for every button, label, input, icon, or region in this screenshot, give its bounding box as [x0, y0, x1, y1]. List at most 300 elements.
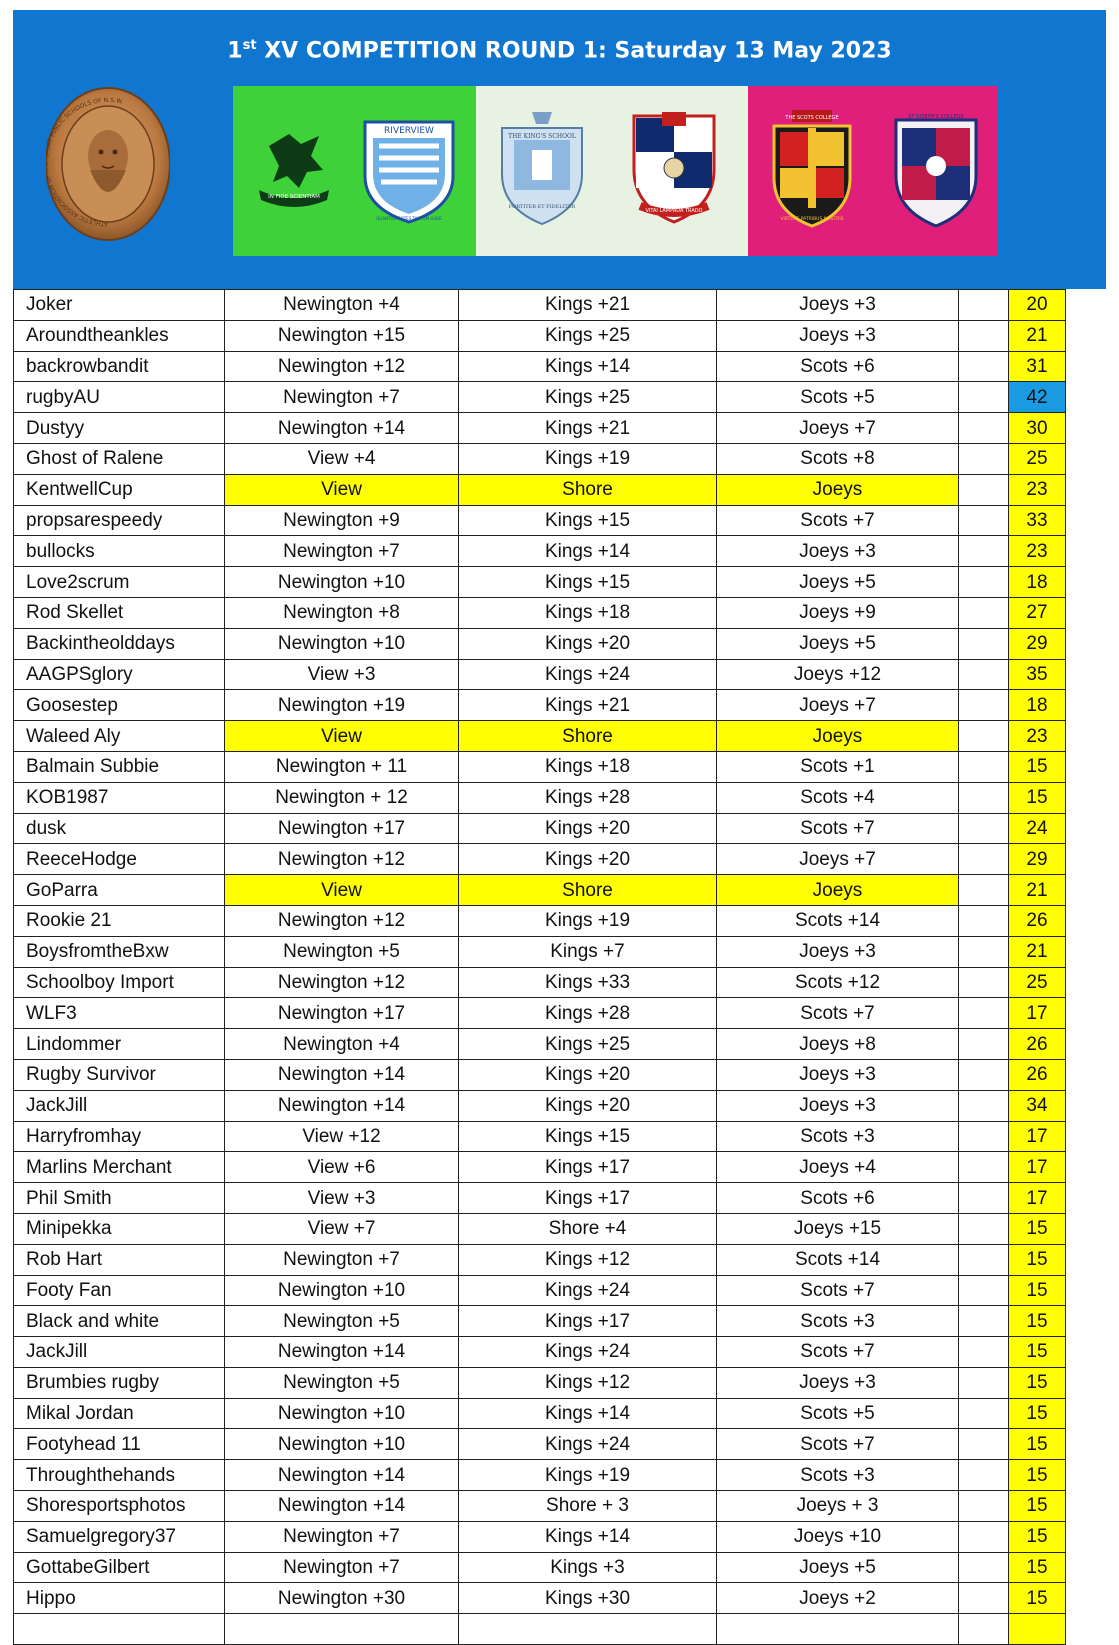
game3-pick: Joeys — [717, 474, 959, 505]
score-cell: 15 — [1009, 1337, 1066, 1368]
tipster-name: Rookie 21 — [14, 905, 225, 936]
table-row — [14, 320, 1066, 351]
game3-pick: Scots +7 — [717, 998, 959, 1029]
score-cell: 20 — [1009, 290, 1066, 321]
game3-pick: Joeys +5 — [717, 1552, 959, 1583]
spacer-cell — [959, 875, 1009, 906]
spacer-cell — [959, 659, 1009, 690]
game3-pick: Joeys +3 — [717, 536, 959, 567]
game3-pick: Joeys +5 — [717, 567, 959, 598]
tipster-name: KentwellCup — [14, 474, 225, 505]
spacer-cell — [959, 1337, 1009, 1368]
table-row — [14, 1213, 1066, 1244]
score-cell: 26 — [1009, 1059, 1066, 1090]
spacer-cell — [959, 536, 1009, 567]
score-cell: 24 — [1009, 813, 1066, 844]
game1-pick: Newington +12 — [225, 967, 459, 998]
game2-pick: Kings +19 — [459, 443, 717, 474]
game3-pick: Joeys +7 — [717, 413, 959, 444]
score-cell: 23 — [1009, 536, 1066, 567]
game3-pick: Joeys +9 — [717, 597, 959, 628]
tipster-name: AAGPSglory — [14, 659, 225, 690]
game1-pick: Newington +7 — [225, 1552, 459, 1583]
game3-pick: Scots +6 — [717, 1183, 959, 1214]
game1-pick: Newington +14 — [225, 1059, 459, 1090]
table-row — [14, 290, 1066, 321]
score-cell — [1009, 1614, 1066, 1645]
score-cell: 15 — [1009, 1583, 1066, 1614]
game2-pick: Kings +28 — [459, 782, 717, 813]
table-row — [14, 1398, 1066, 1429]
tipster-name: KOB1987 — [14, 782, 225, 813]
newington-motto: IN FIDE SCIENTIAM — [268, 194, 320, 200]
game2-pick: Kings +24 — [459, 1429, 717, 1460]
spacer-cell — [959, 1614, 1009, 1645]
spacer-cell — [959, 382, 1009, 413]
game1-pick: View +4 — [225, 443, 459, 474]
game1-pick: View +6 — [225, 1152, 459, 1183]
game1-pick: View +3 — [225, 1183, 459, 1214]
tipster-name: backrowbandit — [14, 351, 225, 382]
game1-pick: Newington +15 — [225, 320, 459, 351]
game2-pick: Kings +24 — [459, 1337, 717, 1368]
game1-pick: Newington +4 — [225, 1029, 459, 1060]
game2-pick: Kings +14 — [459, 1398, 717, 1429]
game1-pick: Newington +30 — [225, 1583, 459, 1614]
page-title: 1st XV COMPETITION ROUND 1: Saturday 13 May 2023 — [227, 38, 892, 64]
tipster-name: Footy Fan — [14, 1275, 225, 1306]
game3-pick: Joeys — [717, 721, 959, 752]
game2-pick: Kings +19 — [459, 905, 717, 936]
tipster-name: rugbyAU — [14, 382, 225, 413]
tipster-name: Harryfromhay — [14, 1121, 225, 1152]
game3-pick: Scots +1 — [717, 751, 959, 782]
spacer-cell — [959, 597, 1009, 628]
score-cell: 18 — [1009, 690, 1066, 721]
game1-pick: Newington +12 — [225, 351, 459, 382]
table-row — [14, 1337, 1066, 1368]
tipster-name: Black and white — [14, 1306, 225, 1337]
spacer-cell — [959, 721, 1009, 752]
spacer-cell — [959, 320, 1009, 351]
spacer-cell — [959, 1367, 1009, 1398]
table-row — [14, 505, 1066, 536]
table-row — [14, 443, 1066, 474]
game1-pick: Newington +7 — [225, 1244, 459, 1275]
table-row — [14, 474, 1066, 505]
game2-pick: Kings +30 — [459, 1583, 717, 1614]
game2-pick: Kings +20 — [459, 628, 717, 659]
game2-pick: Kings +18 — [459, 751, 717, 782]
game1-pick: Newington +14 — [225, 1090, 459, 1121]
spacer-cell — [959, 443, 1009, 474]
spacer-cell — [959, 351, 1009, 382]
score-cell: 21 — [1009, 875, 1066, 906]
game1-pick: Newington +10 — [225, 628, 459, 659]
tipster-name: Balmain Subbie — [14, 751, 225, 782]
table-row — [14, 1521, 1066, 1552]
game2-pick: Shore — [459, 875, 717, 906]
game2-pick: Kings +25 — [459, 382, 717, 413]
table-row — [14, 536, 1066, 567]
game2-pick: Kings +7 — [459, 936, 717, 967]
score-cell: 15 — [1009, 1552, 1066, 1583]
score-cell: 17 — [1009, 1183, 1066, 1214]
spacer-cell — [959, 1552, 1009, 1583]
table-row — [14, 875, 1066, 906]
seal-ring-text: ATHLETIC ASSOCIATION O AT PUBLIC SCHOOLS OF N.S.W. — [46, 96, 125, 228]
scots-motto: VIRTUTE PATRIBUS NOSTRIS — [780, 217, 844, 222]
score-cell: 42 — [1009, 382, 1066, 413]
game2-pick: Shore — [459, 474, 717, 505]
table-row — [14, 1121, 1066, 1152]
table-row — [14, 1460, 1066, 1491]
tipster-name: Schoolboy Import — [14, 967, 225, 998]
game2-pick: Kings +28 — [459, 998, 717, 1029]
score-cell: 23 — [1009, 474, 1066, 505]
tipster-name: Goosestep — [14, 690, 225, 721]
game1-pick — [225, 1614, 459, 1645]
spacer-cell — [959, 628, 1009, 659]
table-row — [14, 751, 1066, 782]
table-row — [14, 382, 1066, 413]
tipster-name: Lindommer — [14, 1029, 225, 1060]
tipster-name: Love2scrum — [14, 567, 225, 598]
score-cell: 15 — [1009, 1367, 1066, 1398]
spacer-cell — [959, 936, 1009, 967]
game2-pick: Kings +18 — [459, 597, 717, 628]
joeys-crest-logo — [886, 110, 986, 234]
game2-pick: Kings +24 — [459, 659, 717, 690]
shore-motto: VITAI LAMPADA TRADO — [645, 208, 703, 214]
table-row — [14, 1491, 1066, 1522]
score-cell: 25 — [1009, 443, 1066, 474]
spacer-cell — [959, 690, 1009, 721]
spacer-cell — [959, 1429, 1009, 1460]
score-cell: 23 — [1009, 721, 1066, 752]
kings-motto: FORTITER ET FIDELITER — [508, 204, 576, 210]
game1-pick: Newington +7 — [225, 536, 459, 567]
tipster-name: Mikal Jordan — [14, 1398, 225, 1429]
tipster-name: Hippo — [14, 1583, 225, 1614]
score-cell: 15 — [1009, 1213, 1066, 1244]
game1-pick: Newington +5 — [225, 1306, 459, 1337]
game3-pick: Joeys +3 — [717, 1367, 959, 1398]
table-row — [14, 351, 1066, 382]
game3-pick: Joeys +7 — [717, 690, 959, 721]
game1-pick: Newington +14 — [225, 1491, 459, 1522]
score-cell: 15 — [1009, 1429, 1066, 1460]
game3-pick: Joeys +10 — [717, 1521, 959, 1552]
table-row — [14, 567, 1066, 598]
tipster-name: Marlins Merchant — [14, 1152, 225, 1183]
scots-name: THE SCOTS COLLEGE — [785, 115, 839, 121]
spacer-cell — [959, 1244, 1009, 1275]
game3-pick: Scots +5 — [717, 382, 959, 413]
game2-pick — [459, 1614, 717, 1645]
spacer-cell — [959, 844, 1009, 875]
game2-pick: Kings +19 — [459, 1460, 717, 1491]
kings-crest-logo — [494, 108, 590, 228]
game2-pick: Kings +20 — [459, 844, 717, 875]
spacer-cell — [959, 813, 1009, 844]
table-row — [14, 1029, 1066, 1060]
spacer-cell — [959, 474, 1009, 505]
game3-pick: Scots +6 — [717, 351, 959, 382]
shore-crest-logo — [626, 108, 722, 230]
tipster-name: JackJill — [14, 1090, 225, 1121]
spacer-cell — [959, 1059, 1009, 1090]
spacer-cell — [959, 1121, 1009, 1152]
tipster-name: ReeceHodge — [14, 844, 225, 875]
aagps-seal-logo — [46, 86, 170, 246]
spacer-cell — [959, 998, 1009, 1029]
tipster-name: Waleed Aly — [14, 721, 225, 752]
score-cell: 21 — [1009, 936, 1066, 967]
table-row — [14, 1429, 1066, 1460]
game2-pick: Kings +33 — [459, 967, 717, 998]
game1-pick: View — [225, 474, 459, 505]
tipster-name: JackJill — [14, 1337, 225, 1368]
table-row — [14, 1552, 1066, 1583]
table-row — [14, 1306, 1066, 1337]
game1-pick: Newington +12 — [225, 844, 459, 875]
score-cell: 17 — [1009, 998, 1066, 1029]
tipster-name: propsarespeedy — [14, 505, 225, 536]
tipster-name: Throughthehands — [14, 1460, 225, 1491]
game1-pick: Newington +8 — [225, 597, 459, 628]
game3-pick: Joeys +5 — [717, 628, 959, 659]
newington-crest-logo — [249, 126, 339, 216]
table-row — [14, 844, 1066, 875]
table-row — [14, 1059, 1066, 1090]
score-cell: 30 — [1009, 413, 1066, 444]
spacer-cell — [959, 1152, 1009, 1183]
spacer-cell — [959, 290, 1009, 321]
spacer-cell — [959, 1275, 1009, 1306]
game2-pick: Kings +21 — [459, 690, 717, 721]
game3-pick: Joeys +15 — [717, 1213, 959, 1244]
game1-pick: View — [225, 721, 459, 752]
game3-pick: Joeys +3 — [717, 1090, 959, 1121]
tipster-name: WLF3 — [14, 998, 225, 1029]
riverview-name: RIVERVIEW — [384, 126, 434, 136]
tipster-name: BoysfromtheBxw — [14, 936, 225, 967]
game2-pick: Kings +12 — [459, 1367, 717, 1398]
game1-pick: Newington +17 — [225, 813, 459, 844]
spacer-cell — [959, 905, 1009, 936]
score-cell: 15 — [1009, 1398, 1066, 1429]
game2-pick: Shore — [459, 721, 717, 752]
game2-pick: Kings +25 — [459, 1029, 717, 1060]
riverview-crest-logo — [359, 116, 459, 226]
game3-pick: Joeys +8 — [717, 1029, 959, 1060]
game1-pick: Newington +12 — [225, 905, 459, 936]
game3-pick: Scots +3 — [717, 1121, 959, 1152]
game2-pick: Kings +21 — [459, 413, 717, 444]
tipster-name: dusk — [14, 813, 225, 844]
spacer-cell — [959, 1521, 1009, 1552]
tipster-name: Dustyy — [14, 413, 225, 444]
spacer-cell — [959, 505, 1009, 536]
table-row — [14, 936, 1066, 967]
game3-pick: Joeys +3 — [717, 320, 959, 351]
tipster-name: Samuelgregory37 — [14, 1521, 225, 1552]
tipster-name: Aroundtheankles — [14, 320, 225, 351]
score-cell: 34 — [1009, 1090, 1066, 1121]
game3-pick: Joeys +7 — [717, 844, 959, 875]
game1-pick: View — [225, 875, 459, 906]
tipster-name: GottabeGilbert — [14, 1552, 225, 1583]
score-cell: 15 — [1009, 1306, 1066, 1337]
score-cell: 31 — [1009, 351, 1066, 382]
game2-pick: Kings +25 — [459, 320, 717, 351]
tipster-name: Brumbies rugby — [14, 1367, 225, 1398]
spacer-cell — [959, 1460, 1009, 1491]
game2-pick: Kings +15 — [459, 1121, 717, 1152]
game1-pick: Newington +19 — [225, 690, 459, 721]
game1-pick: Newington +10 — [225, 567, 459, 598]
table-row — [14, 628, 1066, 659]
tipster-name: Minipekka — [14, 1213, 225, 1244]
game3-pick: Joeys — [717, 875, 959, 906]
game3-pick: Scots +5 — [717, 1398, 959, 1429]
spacer-cell — [959, 1090, 1009, 1121]
score-cell: 15 — [1009, 751, 1066, 782]
tipster-name: Ghost of Ralene — [14, 443, 225, 474]
spacer-cell — [959, 1306, 1009, 1337]
game3-pick: Scots +7 — [717, 1337, 959, 1368]
game3-pick: Scots +3 — [717, 1460, 959, 1491]
game1-pick: Newington +4 — [225, 290, 459, 321]
game2-pick: Kings +12 — [459, 1244, 717, 1275]
game1-pick: Newington + 11 — [225, 751, 459, 782]
spacer-cell — [959, 967, 1009, 998]
table-row — [14, 1614, 1066, 1645]
spacer-cell — [959, 1029, 1009, 1060]
table-row — [14, 813, 1066, 844]
game1-pick: View +12 — [225, 1121, 459, 1152]
game1-pick: Newington +5 — [225, 1367, 459, 1398]
game3-pick: Joeys +2 — [717, 1583, 959, 1614]
game2-pick: Kings +3 — [459, 1552, 717, 1583]
game1-pick: Newington +14 — [225, 413, 459, 444]
tipster-name: Joker — [14, 290, 225, 321]
table-row — [14, 1090, 1066, 1121]
game1-pick: Newington +7 — [225, 382, 459, 413]
spacer-cell — [959, 782, 1009, 813]
game3-pick: Scots +14 — [717, 1244, 959, 1275]
score-cell: 35 — [1009, 659, 1066, 690]
tipster-name: bullocks — [14, 536, 225, 567]
score-cell: 25 — [1009, 967, 1066, 998]
game2-pick: Kings +20 — [459, 1090, 717, 1121]
game2-pick: Kings +15 — [459, 505, 717, 536]
game3-pick — [717, 1614, 959, 1645]
kings-name: THE KING'S SCHOOL — [508, 133, 576, 140]
game3-pick: Joeys +12 — [717, 659, 959, 690]
game1-pick: Newington +10 — [225, 1398, 459, 1429]
spacer-cell — [959, 1491, 1009, 1522]
game2-pick: Kings +24 — [459, 1275, 717, 1306]
game1-pick: View +7 — [225, 1213, 459, 1244]
game1-pick: Newington +9 — [225, 505, 459, 536]
game1-pick: Newington +14 — [225, 1460, 459, 1491]
spacer-cell — [959, 413, 1009, 444]
game3-pick: Joeys +3 — [717, 290, 959, 321]
game2-pick: Shore + 3 — [459, 1491, 717, 1522]
table-row — [14, 659, 1066, 690]
tipster-name: Shoresportsphotos — [14, 1491, 225, 1522]
game2-pick: Kings +20 — [459, 813, 717, 844]
game3-pick: Scots +12 — [717, 967, 959, 998]
game3-pick: Scots +7 — [717, 1275, 959, 1306]
score-cell: 21 — [1009, 320, 1066, 351]
score-cell: 15 — [1009, 1275, 1066, 1306]
table-row — [14, 782, 1066, 813]
table-row — [14, 1367, 1066, 1398]
game1-pick: Newington +17 — [225, 998, 459, 1029]
score-cell: 18 — [1009, 567, 1066, 598]
game1-pick: Newington +5 — [225, 936, 459, 967]
spacer-cell — [959, 751, 1009, 782]
score-cell: 15 — [1009, 1521, 1066, 1552]
score-cell: 17 — [1009, 1121, 1066, 1152]
game3-pick: Scots +7 — [717, 813, 959, 844]
table-row — [14, 1244, 1066, 1275]
table-row — [14, 905, 1066, 936]
spacer-cell — [959, 567, 1009, 598]
game2-pick: Kings +17 — [459, 1183, 717, 1214]
tipster-name — [14, 1614, 225, 1645]
game2-pick: Kings +17 — [459, 1306, 717, 1337]
game1-pick: Newington +14 — [225, 1337, 459, 1368]
game2-pick: Kings +20 — [459, 1059, 717, 1090]
light-crest-panel — [476, 86, 748, 256]
score-cell: 27 — [1009, 597, 1066, 628]
game3-pick: Scots +7 — [717, 1429, 959, 1460]
header-banner — [13, 10, 1106, 289]
game3-pick: Scots +4 — [717, 782, 959, 813]
table-row — [14, 1152, 1066, 1183]
game3-pick: Scots +8 — [717, 443, 959, 474]
score-cell: 15 — [1009, 1460, 1066, 1491]
pink-crest-panel — [748, 86, 997, 256]
table-row — [14, 721, 1066, 752]
score-cell: 15 — [1009, 1244, 1066, 1275]
tipster-name: Rob Hart — [14, 1244, 225, 1275]
score-cell: 15 — [1009, 1491, 1066, 1522]
game1-pick: Newington +7 — [225, 1521, 459, 1552]
joeys-name: ST JOSEPH'S COLLEGE — [908, 114, 964, 120]
results-table — [13, 289, 1066, 1645]
game2-pick: Kings +21 — [459, 290, 717, 321]
game3-pick: Joeys +3 — [717, 936, 959, 967]
table-row — [14, 1275, 1066, 1306]
score-cell: 33 — [1009, 505, 1066, 536]
table-row — [14, 690, 1066, 721]
scots-crest-logo — [764, 106, 860, 234]
game1-pick: Newington +10 — [225, 1429, 459, 1460]
table-row — [14, 1183, 1066, 1214]
tipster-name: Rod Skellet — [14, 597, 225, 628]
score-cell: 29 — [1009, 628, 1066, 659]
tipster-name: GoParra — [14, 875, 225, 906]
game3-pick: Scots +14 — [717, 905, 959, 936]
score-cell: 15 — [1009, 782, 1066, 813]
spacer-cell — [959, 1583, 1009, 1614]
tipster-name: Backintheolddays — [14, 628, 225, 659]
